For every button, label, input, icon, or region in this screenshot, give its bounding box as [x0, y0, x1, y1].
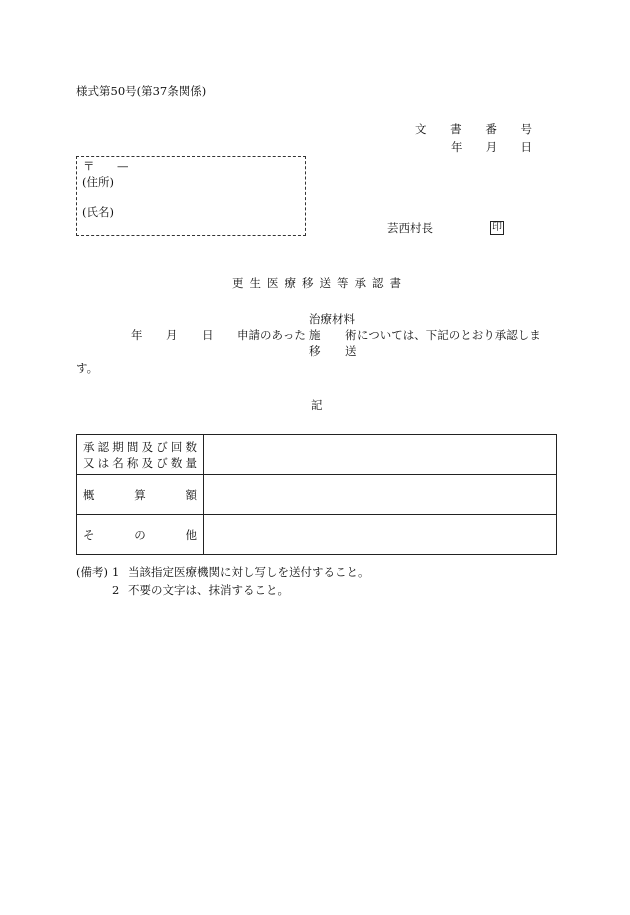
option-procedure-1: 施: [309, 328, 321, 342]
document-number: [415, 124, 532, 136]
label-char: 回: [170, 439, 183, 454]
doc-number-char: 番: [485, 122, 497, 136]
note-1-number: 1: [112, 565, 120, 579]
name-label: (氏名): [82, 205, 114, 219]
table-row: [77, 515, 557, 555]
label-char: 算: [134, 487, 146, 502]
issuer-name: 芸西村長: [387, 221, 433, 235]
label-char: 概: [83, 487, 95, 502]
label-char: 及: [141, 455, 154, 470]
title-char: 等: [337, 276, 349, 290]
label-char: び: [156, 455, 168, 470]
option-procedure-2: 術: [345, 328, 357, 342]
date-day: 日: [520, 140, 532, 154]
body-rest: については、下記のとおり承認しま: [357, 328, 541, 342]
value-estimated-amount[interactable]: [204, 475, 557, 515]
label-char: 又: [83, 455, 95, 470]
label-char: び: [156, 439, 168, 454]
label-char: 名: [112, 455, 124, 470]
label-estimated-amount: [77, 475, 204, 515]
doc-number-char: 書: [450, 122, 462, 136]
label-line: [83, 439, 197, 455]
doc-number-char: 文: [415, 122, 427, 136]
table-row: [77, 435, 557, 475]
title-char: 送: [319, 276, 331, 290]
title-char: 療: [284, 276, 296, 290]
postal-dash: —: [117, 159, 129, 173]
value-approval-period[interactable]: [204, 435, 557, 475]
approval-table: [76, 434, 557, 555]
body-end: す。: [76, 361, 99, 375]
label-char: 他: [185, 527, 197, 542]
document-title: [232, 278, 401, 290]
label-char: 及: [141, 439, 154, 454]
label-char: 量: [185, 455, 197, 470]
ki-heading: 記: [311, 398, 323, 412]
note-2-number: 2: [112, 583, 120, 597]
note-2-text: 不要の文字は、抹消すること。: [128, 583, 289, 597]
label-char: は: [97, 455, 110, 470]
date-month: 月: [485, 140, 498, 154]
label-line: [83, 455, 197, 471]
title-char: 更: [232, 276, 244, 290]
body-month: 月: [166, 328, 178, 342]
postal-mark: 〒: [83, 159, 95, 173]
address-box: [76, 156, 306, 236]
title-char: 認: [372, 276, 384, 290]
form-id: 様式第50号(第37条関係): [76, 84, 207, 98]
notes-label: (備考): [76, 565, 108, 579]
label-char: 数: [170, 455, 183, 470]
label-line: [83, 527, 197, 543]
label-char: 称: [126, 455, 139, 470]
label-char: 認: [97, 439, 110, 454]
title-char: 生: [249, 276, 261, 290]
body-year: 年: [131, 328, 143, 342]
date-year: 年: [451, 140, 463, 154]
label-char: そ: [83, 527, 95, 542]
title-char: 医: [267, 276, 279, 290]
label-char: 期: [112, 439, 124, 454]
doc-number-char: 号: [520, 122, 532, 136]
seal-stamp: 印: [492, 222, 502, 233]
title-char: 承: [354, 276, 366, 290]
issue-date: [451, 142, 532, 154]
label-other: [77, 515, 204, 555]
label-char: 数: [185, 439, 197, 454]
option-transfer-1: 移: [309, 344, 321, 358]
label-line: [83, 487, 197, 503]
note-1-text: 当該指定医療機関に対し写しを送付すること。: [128, 565, 370, 579]
body-day: 日: [202, 328, 214, 342]
title-char: 書: [389, 276, 401, 290]
label-char: 間: [126, 439, 139, 454]
table-row: [77, 475, 557, 515]
option-treatment-materials: 治療材料: [309, 312, 355, 326]
address-label: (住所): [82, 175, 114, 189]
option-transfer-2: 送: [345, 344, 357, 358]
title-char: 移: [302, 276, 314, 290]
value-other[interactable]: [204, 515, 557, 555]
label-char: 承: [83, 439, 95, 454]
label-char: 額: [185, 487, 197, 502]
label-char: の: [134, 527, 146, 542]
label-approval-period: [77, 435, 204, 475]
body-applied: 申請のあった: [237, 328, 306, 342]
